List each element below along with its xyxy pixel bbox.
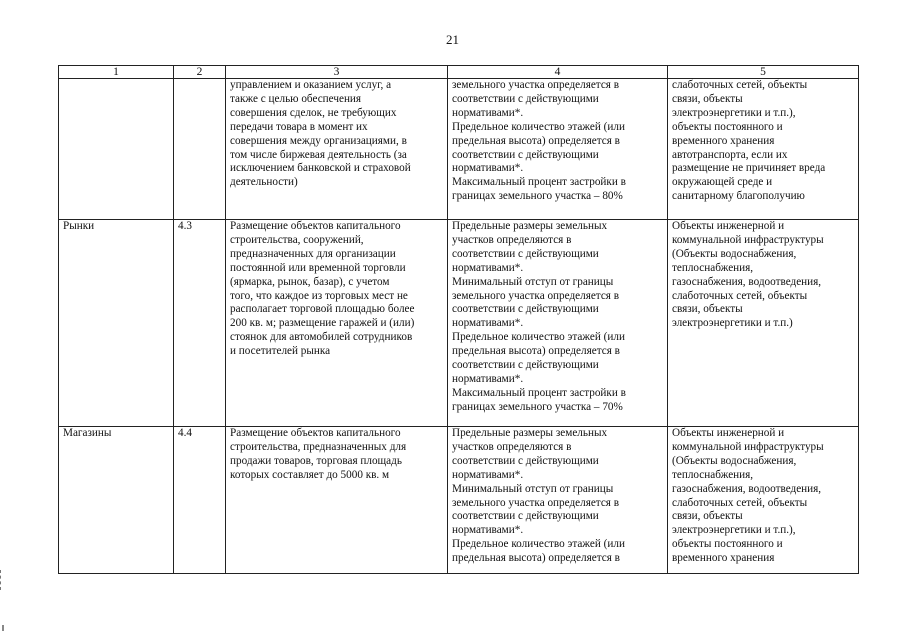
use-code: 4.4	[178, 427, 192, 439]
parameters-cell	[448, 79, 668, 220]
parameters-cell	[448, 427, 668, 574]
col-header-3: 3	[226, 66, 448, 79]
table-row	[59, 220, 859, 427]
use-parameters: земельного участка определяется в соответствии с действующими нормативами*. Предельное количество этажей (или предельная высота) определяется в соответствии с действующими нормативами*. Максимальный процент застройки в границах земельного участка – 80%	[452, 79, 626, 203]
code-cell	[174, 427, 226, 574]
use-code	[178, 79, 222, 219]
description-cell	[226, 427, 448, 574]
table-row	[59, 427, 859, 574]
use-name: Рынки	[63, 220, 95, 232]
use-name	[63, 79, 170, 219]
use-parameters: Предельные размеры земельных участков определяются в соответствии с действующими нормативами*. Минимальный отступ от границы земельного участка определяется в соответствии с действующими нормативами*. Предельное количество этажей (или предельная высота) определяется в соответствии с действующими нормативами*. Максимальный процент застройки в границах земельного участка – 70%	[452, 220, 626, 413]
use-name-cell	[59, 427, 174, 574]
use-name-cell	[59, 79, 174, 220]
land-use-table	[58, 65, 859, 574]
auxiliary-uses-cell	[668, 427, 859, 574]
auxiliary-uses: Объекты инженерной и коммунальной инфраструктуры (Объекты водоснабжения, теплоснабжения, газоснабжения, водоотведения, слаботочных сетей, объекты связи, объекты электроэнергетики и т.п.)	[672, 220, 824, 330]
scan-margin-mark	[0, 570, 5, 590]
code-cell	[174, 220, 226, 427]
use-name: Магазины	[63, 427, 112, 439]
use-code: 4.3	[178, 220, 192, 232]
use-description: управлением и оказанием услуг, а также с целью обеспечения совершения сделок, не требующих передачи товара в момент их совершения между организациями, в том числе биржевая деятельность (за исключением банковской и страховой деятельности)	[230, 79, 411, 189]
col-header-5: 5	[668, 66, 859, 79]
code-cell	[174, 79, 226, 220]
scan-margin-dot	[2, 625, 4, 631]
page-number: 21	[446, 32, 459, 47]
use-description: Размещение объектов капитального строительства, сооружений, предназначенных для организации постоянной или временной торговли (ярмарка, рынок, базар), с учетом того, что каждое из торговых мест не располагает торговой площадью более 200 кв. м; размещение гаражей и (или) стоянок для автомобилей сотрудников и посетителей рынка	[230, 220, 415, 358]
auxiliary-uses: Объекты инженерной и коммунальной инфраструктуры (Объекты водоснабжения, теплоснабжения, газоснабжения, водоотведения, слаботочных сетей, объекты связи, объекты электроэнергетики и т.п.), объекты постоянного и временного хранения	[672, 427, 824, 565]
use-description: Размещение объектов капитального строительства, предназначенных для продажи товаров, торговая площадь которых составляет до 5000 кв. м	[230, 427, 407, 481]
auxiliary-uses-cell	[668, 220, 859, 427]
use-name-cell	[59, 220, 174, 427]
col-header-2: 2	[174, 66, 226, 79]
table-row	[59, 79, 859, 220]
col-header-1: 1	[59, 66, 174, 79]
header-row	[59, 66, 859, 79]
col-header-4: 4	[448, 66, 668, 79]
use-parameters: Предельные размеры земельных участков определяются в соответствии с действующими нормативами*. Минимальный отступ от границы земельного участка определяется в соответствии с действующими нормативами*. Предельное количество этажей (или предельная высота) определяется в	[452, 427, 625, 565]
auxiliary-uses: слаботочных сетей, объекты связи, объекты электроэнергетики и т.п.), объекты постоянного и временного хранения автотранспорта, если их размещение не причиняет вреда окружающей среде и санитарному благополучию	[672, 79, 826, 203]
parameters-cell	[448, 220, 668, 427]
description-cell	[226, 220, 448, 427]
description-cell	[226, 79, 448, 220]
auxiliary-uses-cell	[668, 79, 859, 220]
